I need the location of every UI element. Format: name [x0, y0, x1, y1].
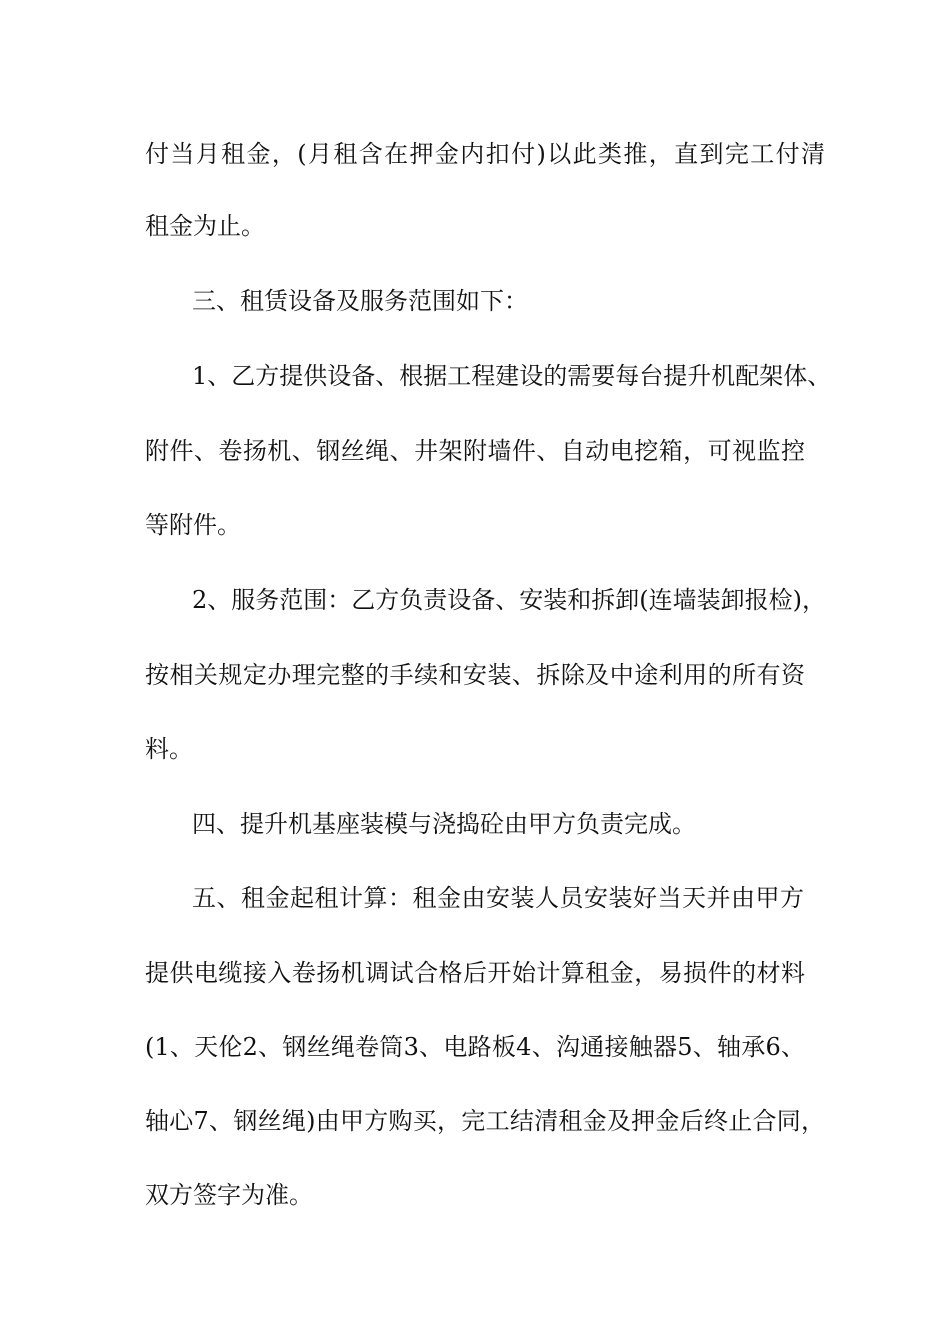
section-four-paragraph: 四、提升机基座装模与浇捣砼由甲方负责完成。 — [192, 810, 696, 838]
text-line-8: 按相关规定办理完整的手续和安装、拆除及中途利用的所有资 — [145, 661, 805, 689]
text-line-5: 附件、卷扬机、钢丝绳、井架附墙件、自动电挖箱，可视监控 — [145, 437, 805, 465]
text-line-15: 双方签字为准。 — [145, 1181, 313, 1209]
text-line-2: 租金为止。 — [145, 212, 265, 240]
section-three-heading: 三、租赁设备及服务范围如下： — [192, 287, 528, 315]
text-line-1: 付当月租金，(月租含在押金内扣付)以此类推，直到完工付清 — [145, 140, 825, 168]
text-line-9: 料。 — [145, 735, 193, 763]
section-five-paragraph: 五、租金起租计算：租金由安装人员安装好当天并由甲方 — [192, 884, 804, 912]
text-line-7: 2、服务范围：乙方负责设备、安装和拆卸(连墙装卸报检)， — [192, 586, 826, 614]
text-line-14: 轴心7、钢丝绳)由甲方购买，完工结清租金及押金后终止合同， — [145, 1107, 825, 1135]
text-line-12: 提供电缆接入卷扬机调试合格后开始计算租金，易损件的材料 — [145, 959, 805, 987]
text-line-6: 等附件。 — [145, 511, 241, 539]
text-line-4: 1、乙方提供设备、根据工程建设的需要每台提升机配架体、 — [192, 362, 832, 390]
text-line-13: (1、天伦2、钢丝绳卷筒3、电路板4、沟通接触器5、轴承6、 — [145, 1033, 805, 1061]
